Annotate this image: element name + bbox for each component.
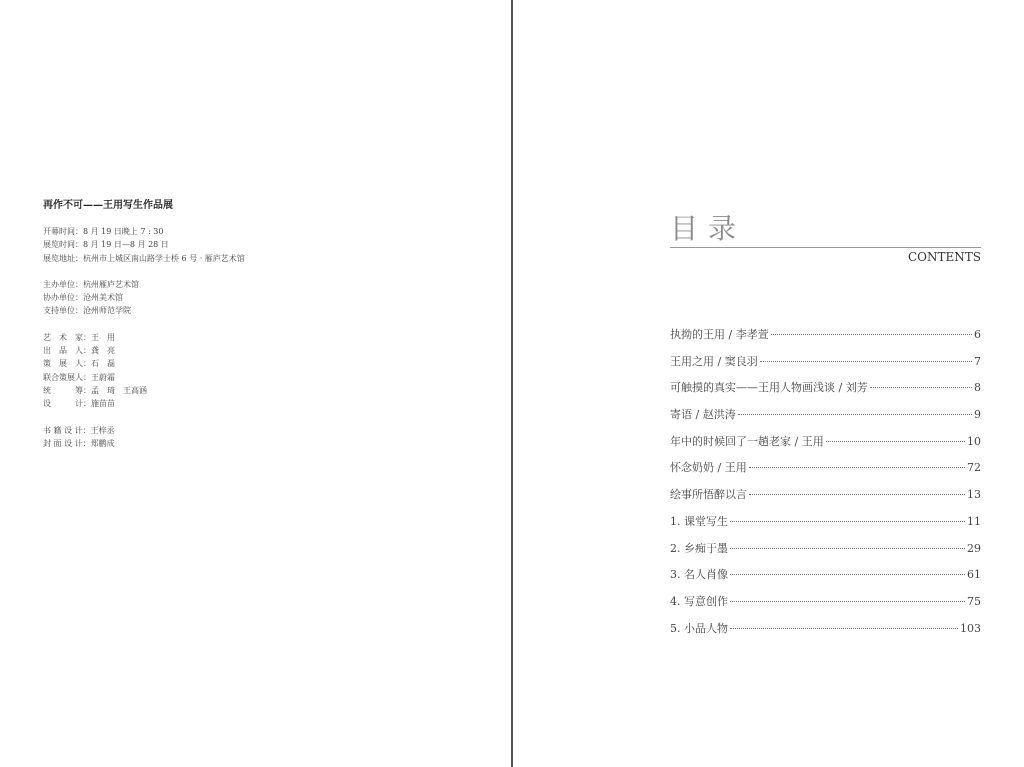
organizers-group bbox=[43, 278, 463, 318]
toc-dot-leader bbox=[760, 361, 972, 362]
toc-dot-leader bbox=[730, 574, 965, 575]
co-organizer: 协办单位：沧州美术馆 bbox=[43, 293, 123, 303]
toc-contents-label: CONTENTS bbox=[907, 250, 981, 264]
toc-entry-page: 103 bbox=[960, 621, 981, 635]
toc-entry-title: 年中的时候回了一趟老家 / 王用 bbox=[670, 434, 824, 448]
toc-dot-leader bbox=[730, 548, 965, 549]
toc-entry-page: 9 bbox=[974, 408, 981, 422]
left-page bbox=[0, 0, 511, 767]
credit-co-curator: 联合策展人：王蔚霜 bbox=[43, 372, 115, 382]
exhibition-title: 再作不可——王用写生作品展 bbox=[43, 200, 173, 211]
book-credits-group bbox=[43, 424, 463, 451]
toc-entry[interactable] bbox=[670, 542, 981, 569]
supporting-organizer: 支持单位：沧州师范学院 bbox=[43, 306, 131, 316]
toc-entry-page: 8 bbox=[974, 381, 981, 395]
toc-dot-leader bbox=[738, 414, 972, 415]
toc-entry-page: 11 bbox=[967, 514, 981, 528]
exhibition-dates: 展览时间：8 月 19 日—8 月 28 日 bbox=[43, 240, 169, 250]
toc-entry-title: 怀念奶奶 / 王用 bbox=[670, 461, 747, 475]
right-page bbox=[513, 0, 1024, 767]
toc-entry-page: 7 bbox=[974, 354, 981, 368]
toc-entry-page: 61 bbox=[967, 568, 981, 582]
toc-entry[interactable] bbox=[670, 381, 981, 408]
toc-entry-page: 72 bbox=[967, 461, 981, 475]
toc-dot-leader bbox=[870, 387, 972, 388]
toc-dot-leader bbox=[749, 467, 965, 468]
schedule-group bbox=[43, 225, 463, 265]
toc-heading: 目录 bbox=[670, 212, 747, 245]
toc-divider bbox=[670, 247, 981, 248]
toc-dot-leader bbox=[730, 601, 965, 602]
toc-entry-title: 3. 名人肖像 bbox=[670, 568, 728, 582]
toc-entry[interactable] bbox=[670, 328, 981, 355]
toc-entry-page: 6 bbox=[974, 328, 981, 341]
toc-entry[interactable] bbox=[670, 461, 981, 488]
toc-entry-page: 75 bbox=[967, 594, 981, 608]
toc-entry-title: 可触摸的真实——王用人物画浅谈 / 刘芳 bbox=[670, 381, 868, 395]
toc-entry-page: 10 bbox=[967, 434, 981, 448]
toc-dot-leader bbox=[730, 628, 958, 629]
credit-curator: 策 展 人：石 磊 bbox=[43, 359, 115, 369]
toc-entry-page: 13 bbox=[967, 488, 981, 502]
credit-artist: 艺 术 家：王 用 bbox=[43, 332, 115, 342]
toc-entry-title: 王用之用 / 窦良羽 bbox=[670, 354, 758, 368]
toc-entry-title: 2. 乡痴于墨 bbox=[670, 541, 728, 555]
host-organizer: 主办单位：杭州雁庐艺术馆 bbox=[43, 279, 139, 289]
colophon bbox=[43, 199, 463, 463]
toc-entry[interactable] bbox=[670, 488, 981, 515]
toc-entry-title: 1. 课堂写生 bbox=[670, 514, 728, 528]
toc-entry[interactable] bbox=[670, 595, 981, 622]
toc-dot-leader bbox=[730, 521, 965, 522]
toc-entry-title: 执拗的王用 / 李孝萱 bbox=[670, 328, 769, 341]
toc-dot-leader bbox=[771, 334, 972, 335]
toc-entry-title: 绘事所悟醉以言 bbox=[670, 488, 747, 502]
toc-entry[interactable] bbox=[670, 435, 981, 462]
opening-time: 开幕时间：8 月 19 日晚上 7 : 30 bbox=[43, 227, 164, 236]
toc-entry[interactable] bbox=[670, 515, 981, 542]
toc-dot-leader bbox=[826, 441, 965, 442]
credit-designer: 设 计：施苗苗 bbox=[43, 399, 115, 409]
credit-cover-design: 封 面 设 计：郑鹏成 bbox=[43, 438, 115, 448]
credit-coordinator: 统 筹：孟 琦 王高涵 bbox=[43, 385, 147, 395]
toc-entry[interactable] bbox=[670, 622, 981, 649]
exhibition-address: 展览地址：杭州市上城区南山路学士桥 6 号 · 雁庐艺术馆 bbox=[43, 253, 245, 263]
toc-entry-title: 5. 小品人物 bbox=[670, 621, 728, 635]
credits-group bbox=[43, 331, 463, 411]
toc-dot-leader bbox=[749, 494, 965, 495]
toc-entry-title: 4. 写意创作 bbox=[670, 594, 728, 608]
toc-entry-title: 寄语 / 赵洪涛 bbox=[670, 408, 736, 422]
toc-entry[interactable] bbox=[670, 408, 981, 435]
toc-list bbox=[670, 328, 981, 648]
toc-entry[interactable] bbox=[670, 568, 981, 595]
credit-book-design: 书 籍 设 计：王梓丞 bbox=[43, 425, 115, 435]
toc-entry[interactable] bbox=[670, 355, 981, 382]
toc-entry-page: 29 bbox=[967, 541, 981, 555]
credit-producer: 出 品 人：龚 亮 bbox=[43, 346, 115, 356]
